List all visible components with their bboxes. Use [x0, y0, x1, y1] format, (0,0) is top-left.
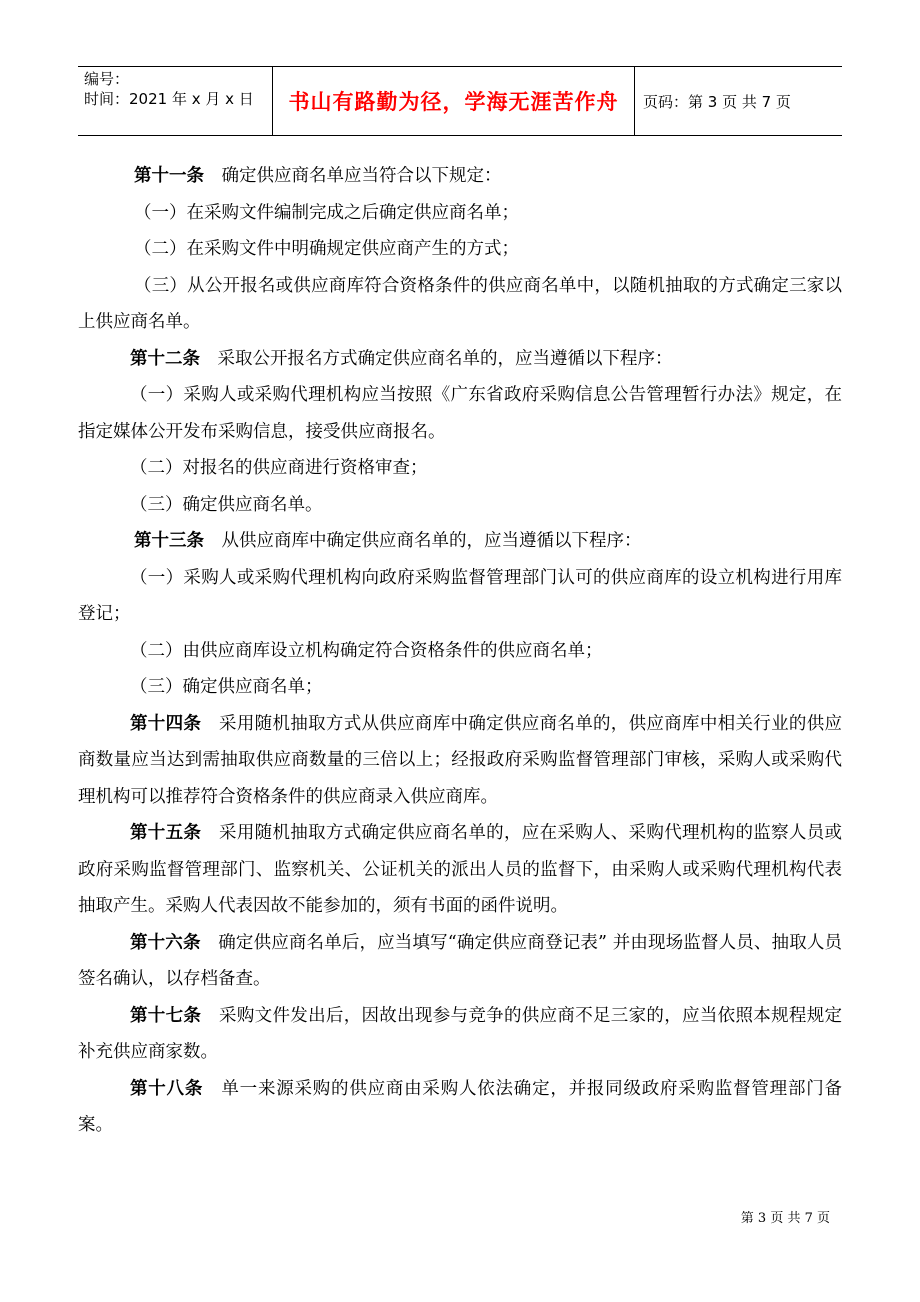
paragraph: （一）采购人或采购代理机构应当按照《广东省政府采购信息公告管理暂行办法》规定，在指定媒体公开发布采购信息，接受供应商报名。	[78, 385, 842, 442]
code-label: 编号：	[84, 70, 130, 88]
paragraph: （一）采购人或采购代理机构向政府采购监督管理部门认可的供应商库的设立机构进行用库登记；	[78, 567, 842, 624]
paragraph: （二）由供应商库设立机构确定符合资格条件的供应商名单；	[130, 640, 603, 661]
article-text: 从供应商库中确定供应商名单的，应当遵循以下程序：	[204, 531, 642, 551]
article-text: 采用随机抽取方式确定供应商名单的，应在采购人、采购代理机构的监察人员或政府采购监督管理部门、监察机关、公证机关的派出人员的监督下，由采购人或采购代理机构代表抽取产生。采购人代表因故不能参加的，须有书面的函件说明。	[78, 823, 843, 916]
article-number: 第十一条	[134, 166, 204, 186]
article-number: 第十五条	[130, 823, 202, 843]
page-label: 页码：第 3 页 共 7 页	[643, 92, 791, 111]
article-number: 第十四条	[130, 713, 202, 734]
paragraph: （三）确定供应商名单；	[130, 677, 323, 697]
article-number: 第十三条	[134, 531, 204, 551]
article-number: 第十六条	[130, 932, 201, 953]
paragraph-article-14	[78, 706, 842, 816]
paragraph: （三）从公开报名或供应商库符合资格条件的供应商名单中，以随机抽取的方式确定三家以上供应商名单。	[78, 275, 842, 332]
document-body	[78, 158, 842, 1144]
paragraph-article-17	[78, 998, 842, 1071]
article-text: 采用随机抽取方式从供应商库中确定供应商名单的，供应商库中相关行业的供应商数量应当达到需抽取供应商数量的三倍以上；经报政府采购监督管理部门审核，采购人或采购代理机构可以推荐符合资格条件的供应商录入供应商库。	[78, 713, 843, 807]
article-text: 采取公开报名方式确定供应商名单的，应当遵循以下程序：	[200, 348, 673, 369]
article-number: 第十二条	[130, 348, 200, 369]
paragraph: （三）确定供应商名单。	[130, 494, 323, 515]
paragraph-article-16	[78, 925, 842, 998]
time-label: 时间：2021 年 x 月 x 日	[84, 90, 254, 108]
motto: 书山有路勤为径，学海无涯苦作舟	[273, 67, 635, 135]
article-number: 第十七条	[130, 1005, 202, 1026]
article-text: 确定供应商名单应当符合以下规定：	[204, 166, 502, 186]
paragraph: （二）在采购文件中明确规定供应商产生的方式；	[134, 239, 519, 259]
paragraph: （二）对报名的供应商进行资格审查；	[130, 458, 428, 478]
header-left-cell	[78, 67, 273, 135]
article-number: 第十八条	[130, 1078, 204, 1099]
paragraph-article-15	[78, 815, 842, 925]
paragraph-article-13	[78, 523, 842, 560]
page-footer: 第 3 页 共 7 页	[740, 1211, 830, 1226]
article-text: 确定供应商名单后，应当填写“确定供应商登记表” 并由现场监督人员、抽取人员签名确认，以存档备查。	[78, 932, 843, 989]
page-header	[78, 66, 842, 136]
paragraph-article-12	[78, 341, 842, 378]
article-text: 采购文件发出后，因故出现参与竞争的供应商不足三家的，应当依照本规程规定补充供应商家数。	[78, 1005, 843, 1062]
article-text: 单一来源采购的供应商由采购人依法确定，并报同级政府采购监督管理部门备案。	[78, 1078, 843, 1135]
paragraph-article-11	[78, 158, 842, 195]
paragraph: （一）在采购文件编制完成之后确定供应商名单；	[134, 202, 519, 223]
paragraph-article-18	[78, 1071, 842, 1144]
